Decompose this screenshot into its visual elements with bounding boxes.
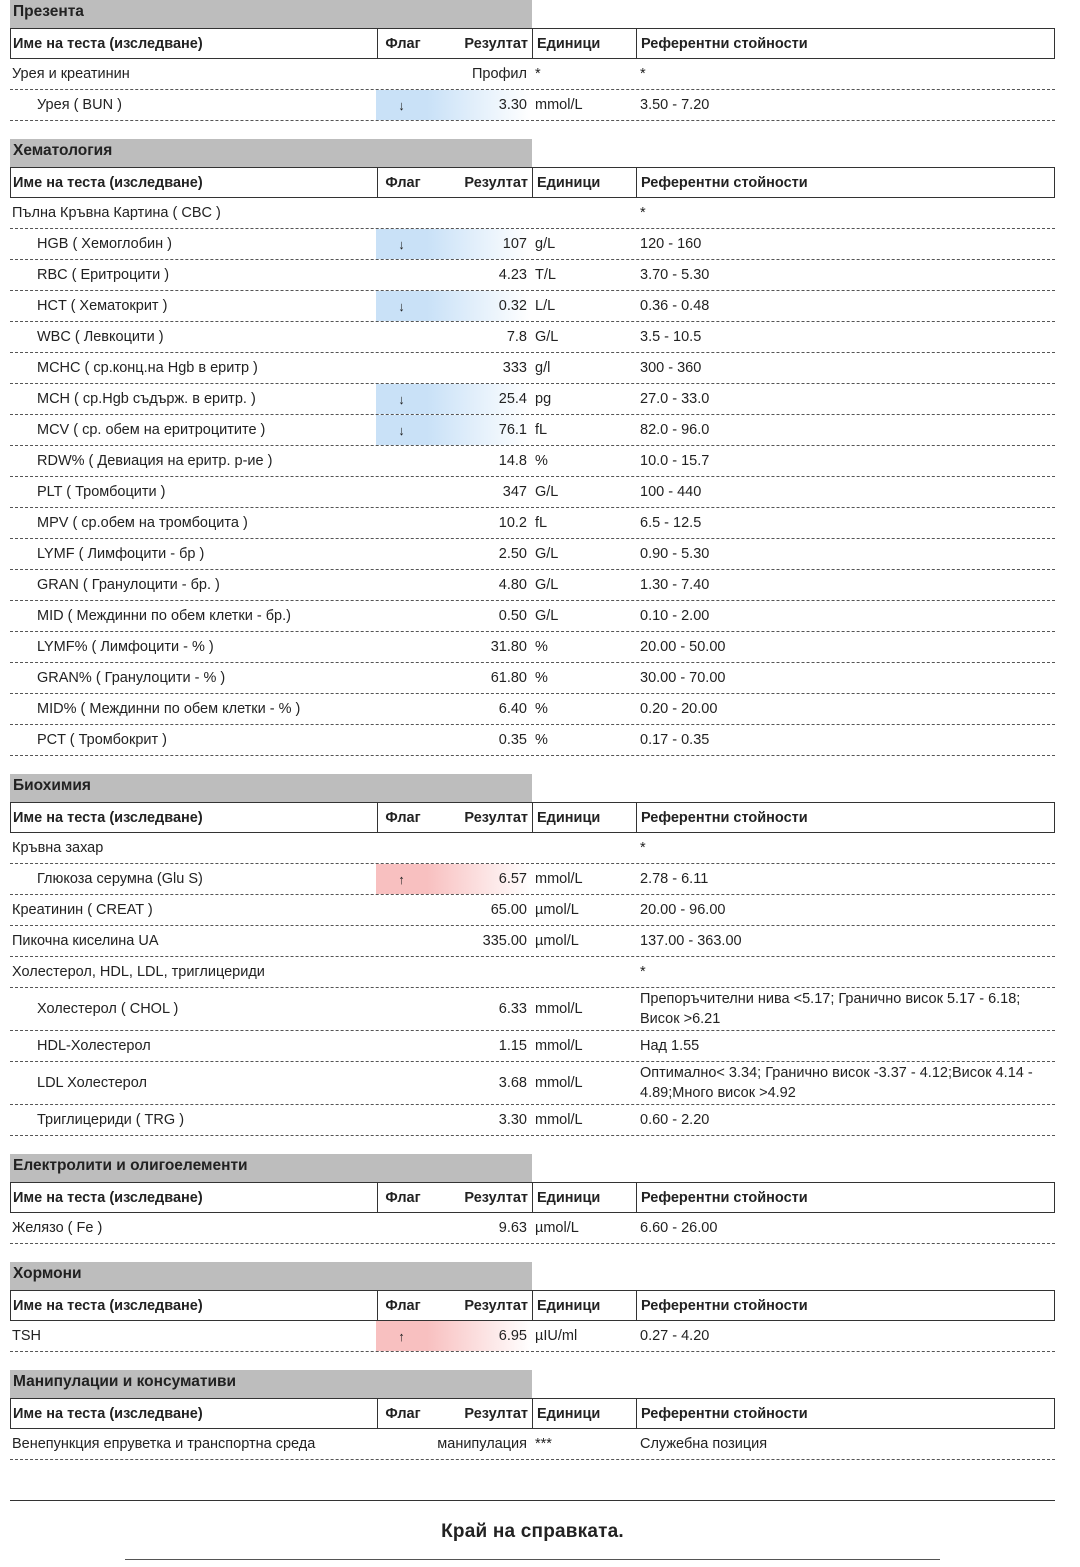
end-underline: [125, 1559, 940, 1560]
flag-cell: [376, 988, 427, 1030]
reference-range: 20.00 - 96.00: [640, 902, 726, 918]
header-reference: Референтни стойности: [636, 1291, 1054, 1320]
table-row: [10, 291, 1055, 322]
reference-range: 137.00 - 363.00: [640, 933, 742, 949]
arrow-down-icon: ↓: [376, 90, 427, 120]
flag-cell: [376, 957, 427, 987]
flag-cell: [376, 663, 427, 693]
report-footer: [10, 1470, 1055, 1560]
test-name: Креатинин ( CREAT ): [12, 902, 153, 918]
reference-range: 10.0 - 15.7: [640, 453, 710, 469]
flag-cell: [376, 694, 427, 724]
reference-range: 0.20 - 20.00: [640, 701, 718, 717]
end-divider: [10, 1500, 1055, 1501]
flag-cell: [376, 322, 427, 352]
header-flag: Флаг: [377, 1399, 428, 1428]
header-flag: Флаг: [377, 168, 428, 197]
table-row: [10, 988, 1055, 1031]
table-row: [10, 570, 1055, 601]
test-name: RBC ( Еритроцити ): [37, 267, 170, 283]
header-result: Резултат: [464, 174, 528, 191]
section-title: Електролити и олигоелементи: [10, 1154, 532, 1182]
units-value: G/L: [535, 484, 559, 500]
table-row: [10, 601, 1055, 632]
reference-range: *: [640, 964, 646, 980]
test-name: WBC ( Левкоцити ): [37, 329, 164, 345]
flag-cell: [376, 1213, 427, 1243]
section-title: Биохимия: [10, 774, 532, 802]
units-value: G/L: [535, 546, 559, 562]
report-section: [10, 121, 1055, 756]
units-value: mmol/L: [535, 1038, 583, 1054]
table-row: [10, 926, 1055, 957]
reference-range: 82.0 - 96.0: [640, 422, 710, 438]
table-header: [10, 802, 1055, 833]
test-name: MCHC ( ср.конц.на Hgb в еритр ): [37, 360, 258, 376]
table-row: [10, 322, 1055, 353]
reference-range: *: [640, 840, 646, 856]
result-value: 6.40: [498, 701, 527, 717]
test-name: Триглицериди ( TRG ): [37, 1112, 185, 1128]
test-name: MID ( Междинни по обем клетки - бр.): [37, 608, 291, 624]
result-value: 4.80: [498, 577, 527, 593]
reference-range: *: [640, 205, 646, 221]
result-value: 4.23: [498, 267, 527, 283]
table-row: [10, 1321, 1055, 1352]
test-name: RDW% ( Девиация на еритр. р-ие ): [37, 453, 273, 469]
table-row: [10, 725, 1055, 756]
header-units: Единици: [532, 803, 636, 832]
table-row: [10, 90, 1055, 121]
lab-report: [10, 0, 1055, 1460]
header-units: Единици: [532, 1183, 636, 1212]
test-name: Холестерол, HDL, LDL, триглицериди: [12, 964, 265, 980]
result-value: 6.33: [498, 1001, 527, 1017]
result-value: Профил: [471, 66, 527, 82]
units-value: G/L: [535, 329, 559, 345]
result-value: 65.00: [490, 902, 527, 918]
flag-cell: [376, 601, 427, 631]
test-name: TSH: [12, 1328, 41, 1344]
result-value: [427, 957, 531, 987]
flag-cell: [376, 198, 427, 228]
reference-range: 0.27 - 4.20: [640, 1328, 710, 1344]
test-name: GRAN ( Гранулоцити - бр. ): [37, 577, 220, 593]
result-value: 0.35: [498, 732, 527, 748]
header-result: Резултат: [464, 1297, 528, 1314]
header-flag: Флаг: [377, 1183, 428, 1212]
test-name: HDL-Холестерол: [37, 1038, 151, 1054]
flag-cell: [376, 477, 427, 507]
test-name: Желязо ( Fe ): [12, 1220, 103, 1236]
reference-range: Над 1.55: [640, 1038, 700, 1054]
reference-range: 1.30 - 7.40: [640, 577, 710, 593]
reference-range: 6.5 - 12.5: [640, 515, 702, 531]
units-value: g/L: [535, 236, 556, 252]
test-name: Урея и креатинин: [12, 66, 130, 82]
units-value: µmol/L: [535, 1220, 579, 1236]
table-row: [10, 1105, 1055, 1136]
table-row: [10, 1062, 1055, 1105]
reference-range: 6.60 - 26.00: [640, 1220, 718, 1236]
table-row: [10, 694, 1055, 725]
reference-range: 300 - 360: [640, 360, 702, 376]
test-name: LYMF ( Лимфоцити - бр ): [37, 546, 205, 562]
header-units: Единици: [532, 1291, 636, 1320]
reference-range: 3.50 - 7.20: [640, 97, 710, 113]
units-value: [531, 198, 635, 228]
result-value: 61.80: [490, 670, 527, 686]
section-title: Презента: [10, 0, 532, 28]
report-section: [10, 756, 1055, 1136]
test-name: Венепункция епруветка и транспортна среда: [12, 1436, 316, 1452]
section-spacer: [10, 1244, 1055, 1262]
header-result: Резултат: [464, 35, 528, 52]
test-name: LDL Холестерол: [37, 1075, 147, 1091]
test-name: LYMF% ( Лимфоцити - % ): [37, 639, 214, 655]
units-value: %: [535, 670, 548, 686]
table-row: [10, 446, 1055, 477]
result-value: 335.00: [482, 933, 527, 949]
end-of-report-text: Край на справката.: [441, 1521, 624, 1542]
units-value: [531, 833, 635, 863]
units-value: µmol/L: [535, 902, 579, 918]
header-flag: Флаг: [377, 803, 428, 832]
units-value: T/L: [535, 267, 556, 283]
flag-cell: [376, 260, 427, 290]
arrow-down-icon: ↓: [376, 291, 427, 321]
header-result: Резултат: [464, 1189, 528, 1206]
test-name: PCT ( Тромбокрит ): [37, 732, 167, 748]
reference-range: 100 - 440: [640, 484, 702, 500]
result-value: 3.30: [498, 1112, 527, 1128]
test-name: Глюкоза серумна (Glu S): [37, 871, 203, 887]
flag-cell: [376, 1429, 427, 1459]
reference-range: *: [640, 66, 646, 82]
header-flag: Флаг: [377, 29, 428, 58]
flag-cell: [376, 926, 427, 956]
section-spacer: [10, 1352, 1055, 1370]
arrow-up-icon: ↑: [376, 1321, 427, 1351]
table-row: [10, 59, 1055, 90]
result-value: 14.8: [498, 453, 527, 469]
test-name: Пикочна киселина UA: [12, 933, 159, 949]
flag-cell: [376, 446, 427, 476]
arrow-down-icon: ↓: [376, 415, 427, 445]
flag-cell: [376, 1062, 427, 1104]
reference-range: 0.90 - 5.30: [640, 546, 710, 562]
section-spacer: [10, 121, 1055, 139]
test-name: MID% ( Междинни по обем клетки - % ): [37, 701, 301, 717]
flag-cell: [376, 725, 427, 755]
result-value: 10.2: [498, 515, 527, 531]
units-value: %: [535, 701, 548, 717]
units-value: µIU/ml: [535, 1328, 578, 1344]
reference-range: 20.00 - 50.00: [640, 639, 726, 655]
reference-range: 2.78 - 6.11: [640, 871, 709, 887]
table-row: [10, 833, 1055, 864]
units-value: [531, 957, 635, 987]
reference-range: Служебна позиция: [640, 1436, 768, 1452]
section-title: Хормони: [10, 1262, 532, 1290]
test-name: Пълна Кръвна Картина ( CBC ): [12, 205, 221, 221]
result-value: [427, 833, 531, 863]
table-row: [10, 384, 1055, 415]
units-value: %: [535, 639, 548, 655]
test-name: MCH ( ср.Hgb съдърж. в еритр. ): [37, 391, 256, 407]
section-spacer: [10, 1136, 1055, 1154]
test-name: Кръвна захар: [12, 840, 104, 856]
result-value: 76.1: [427, 415, 531, 445]
table-row: [10, 957, 1055, 988]
units-value: mmol/L: [535, 1112, 583, 1128]
table-row: [10, 477, 1055, 508]
units-value: *: [535, 66, 541, 82]
report-section: [10, 1352, 1055, 1460]
table-row: [10, 508, 1055, 539]
result-value: 25.4: [427, 384, 531, 414]
units-value: mmol/L: [535, 871, 583, 887]
flag-cell: [376, 632, 427, 662]
result-value: 3.68: [498, 1075, 527, 1091]
table-header: [10, 28, 1055, 59]
header-result: Резултат: [464, 809, 528, 826]
flag-cell: [376, 570, 427, 600]
section-title: Хематология: [10, 139, 532, 167]
test-name: MCV ( ср. обем на еритроцитите ): [37, 422, 266, 438]
test-name: GRAN% ( Гранулоцити - % ): [37, 670, 226, 686]
header-flag: Флаг: [377, 1291, 428, 1320]
flag-cell: [376, 59, 427, 89]
result-value: 3.30: [427, 90, 531, 120]
report-section: [10, 1136, 1055, 1244]
test-name: Холестерол ( CHOL ): [37, 1001, 179, 1017]
reference-range: 0.36 - 0.48: [640, 298, 710, 314]
section-spacer: [10, 756, 1055, 774]
reference-range: 27.0 - 33.0: [640, 391, 710, 407]
arrow-down-icon: ↓: [376, 229, 427, 259]
section-title: Манипулации и консумативи: [10, 1370, 532, 1398]
units-value: fL: [535, 515, 548, 531]
result-value: 1.15: [498, 1038, 527, 1054]
units-value: g/l: [535, 360, 551, 376]
header-units: Единици: [532, 168, 636, 197]
units-value: G/L: [535, 577, 559, 593]
header-reference: Референтни стойности: [636, 168, 1054, 197]
arrow-up-icon: ↑: [376, 864, 427, 894]
flag-cell: [376, 1105, 427, 1135]
reference-range: 0.17 - 0.35: [640, 732, 710, 748]
header-reference: Референтни стойности: [636, 803, 1054, 832]
units-value: L/L: [535, 298, 556, 314]
table-row: [10, 415, 1055, 446]
units-value: mmol/L: [535, 1075, 583, 1091]
reference-range: 0.60 - 2.20: [640, 1112, 710, 1128]
header-units: Единици: [532, 29, 636, 58]
result-value: 0.50: [498, 608, 527, 624]
flag-cell: [376, 895, 427, 925]
table-row: [10, 260, 1055, 291]
units-value: fL: [535, 422, 548, 438]
result-value: 6.95: [427, 1321, 531, 1351]
result-value: 31.80: [490, 639, 527, 655]
result-value: манипулация: [437, 1436, 527, 1452]
header-name: Име на теста (изследване): [13, 1405, 203, 1422]
header-name: Име на теста (изследване): [13, 809, 203, 826]
test-name: HCT ( Хематокрит ): [37, 298, 168, 314]
header-name: Име на теста (изследване): [13, 1297, 203, 1314]
reference-range: 30.00 - 70.00: [640, 670, 726, 686]
flag-cell: [376, 833, 427, 863]
result-value: 9.63: [498, 1220, 527, 1236]
arrow-down-icon: ↓: [376, 384, 427, 414]
flag-cell: [376, 353, 427, 383]
result-value: [427, 198, 531, 228]
table-row: [10, 229, 1055, 260]
report-section: [10, 0, 1055, 121]
units-value: G/L: [535, 608, 559, 624]
units-value: %: [535, 453, 548, 469]
result-value: 333: [502, 360, 527, 376]
test-name: Урея ( BUN ): [37, 97, 122, 113]
table-row: [10, 895, 1055, 926]
test-name: MPV ( ср.обем на тромбоцита ): [37, 515, 248, 531]
reference-range: 3.5 - 10.5: [640, 329, 702, 345]
header-name: Име на теста (изследване): [13, 174, 203, 191]
test-name: HGB ( Хемоглобин ): [37, 236, 173, 252]
result-value: 6.57: [427, 864, 531, 894]
flag-cell: [376, 508, 427, 538]
result-value: 107: [427, 229, 531, 259]
table-row: [10, 1429, 1055, 1460]
table-row: [10, 1213, 1055, 1244]
flag-cell: [376, 1031, 427, 1061]
result-value: 2.50: [498, 546, 527, 562]
units-value: ***: [535, 1436, 552, 1452]
units-value: mmol/L: [535, 97, 583, 113]
reference-range: Оптимално< 3.34; Гранично висок -3.37 - 4.12;Висок 4.14 - 4.89;Много висок >4.92: [640, 1065, 1033, 1101]
reference-range: 3.70 - 5.30: [640, 267, 710, 283]
header-name: Име на теста (изследване): [13, 35, 203, 52]
header-reference: Референтни стойности: [636, 1399, 1054, 1428]
reference-range: Препоръчителни нива <5.17; Гранично висок 5.17 - 6.18; Висок >6.21: [640, 991, 1021, 1027]
table-header: [10, 1290, 1055, 1321]
table-row: [10, 864, 1055, 895]
table-header: [10, 1398, 1055, 1429]
table-row: [10, 353, 1055, 384]
flag-cell: [376, 539, 427, 569]
table-row: [10, 198, 1055, 229]
table-row: [10, 1031, 1055, 1062]
header-reference: Референтни стойности: [636, 29, 1054, 58]
table-header: [10, 167, 1055, 198]
table-row: [10, 663, 1055, 694]
result-value: 0.32: [427, 291, 531, 321]
table-row: [10, 632, 1055, 663]
result-value: 7.8: [506, 329, 527, 345]
units-value: pg: [535, 391, 552, 407]
report-section: [10, 1244, 1055, 1352]
header-name: Име на теста (изследване): [13, 1189, 203, 1206]
units-value: µmol/L: [535, 933, 579, 949]
header-units: Единици: [532, 1399, 636, 1428]
table-row: [10, 539, 1055, 570]
units-value: mmol/L: [535, 1001, 583, 1017]
header-result: Резултат: [464, 1405, 528, 1422]
header-reference: Референтни стойности: [636, 1183, 1054, 1212]
table-header: [10, 1182, 1055, 1213]
reference-range: 0.10 - 2.00: [640, 608, 710, 624]
result-value: 347: [502, 484, 527, 500]
test-name: PLT ( Тромбоцити ): [37, 484, 166, 500]
units-value: %: [535, 732, 548, 748]
reference-range: 120 - 160: [640, 236, 702, 252]
